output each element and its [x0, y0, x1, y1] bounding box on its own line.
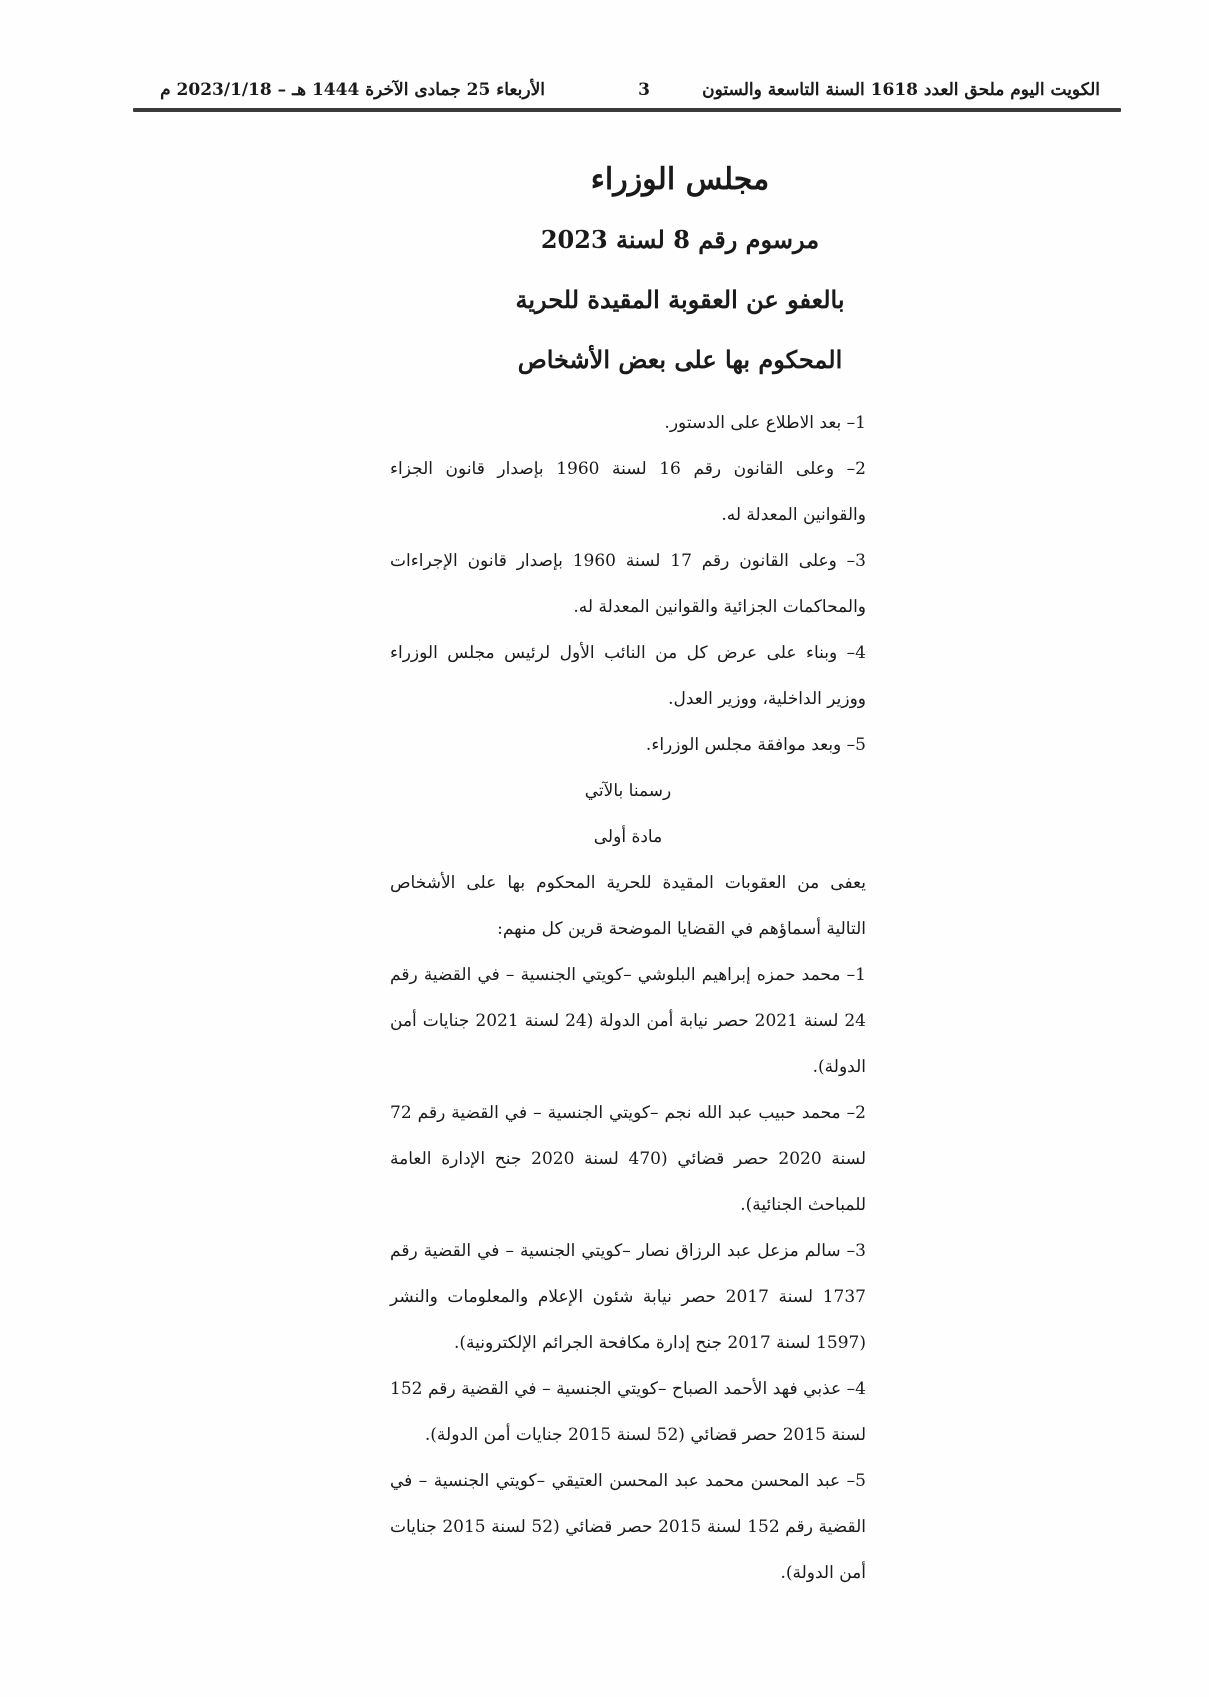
- preamble-item: 3– وعلى القانون رقم 17 لسنة 1960 بإصدار قانون الإجراءات والمحاكمات الجزائية والقوانين المعدلة له.: [390, 551, 866, 617]
- person-entry: 5– عبد المحسن محمد عبد المحسن العتيقي –كويتي الجنسية – في القضية رقم 152 لسنة 2015 حصر قضائي (52 لسنة 2015 جنايات أمن الدولة).: [390, 1471, 866, 1583]
- person-entry: 4– عذبي فهد الأحمد الصباح –كويتي الجنسية – في القضية رقم 152 لسنة 2015 حصر قضائي (52 لسنة 2015 جنايات أمن الدولة).: [390, 1379, 866, 1445]
- article-intro: يعفى من العقوبات المقيدة للحرية المحكوم بها على الأشخاص التالية أسماؤهم في القضايا الموضحة قرين كل منهم:: [390, 873, 866, 939]
- preamble-item: 4– وبناء على عرض كل من النائب الأول لرئيس مجلس الوزراء ووزير الداخلية، ووزير العدل.: [390, 643, 866, 709]
- issue-date: الأربعاء 25 جمادى الآخرة 1444 هـ – 2023/1/18 م: [160, 80, 545, 100]
- decree-body: [390, 400, 866, 1596]
- decree-subject-line-2: المحكوم بها على بعض الأشخاص: [517, 345, 843, 374]
- person-entry: 3– سالم مزعل عبد الرزاق نصار –كويتي الجنسية – في القضية رقم 1737 لسنة 2017 حصر نيابة شئون الإعلام والمعلومات والنشر (1597 لسنة 2017 جنح إدارة مكافحة الجرائم الإلكترونية).: [390, 1241, 866, 1353]
- decree-subject-line-1: بالعفو عن العقوبة المقيدة للحرية: [515, 285, 845, 314]
- person-entry: 1– محمد حمزه إبراهيم البلوشي –كويتي الجنسية – في القضية رقم 24 لسنة 2021 حصر نيابة أمن الدولة (24 لسنة 2021 جنايات أمن الدولة).: [390, 965, 866, 1077]
- preamble-item: 5– وبعد موافقة مجلس الوزراء.: [645, 735, 866, 755]
- decreed-statement: رسمنا بالآتي: [584, 781, 672, 801]
- person-entry: 2– محمد حبيب عبد الله نجم –كويتي الجنسية – في القضية رقم 72 لسنة 2020 حصر قضائي (470 لسنة 2020 جنح الإدارة العامة للمباحث الجنائية).: [390, 1103, 867, 1215]
- decree-titles: [400, 150, 960, 390]
- gazette-issue: الكويت اليوم ملحق العدد 1618 السنة التاسعة والستون: [702, 80, 1100, 100]
- council-title: مجلس الوزراء: [590, 162, 770, 197]
- page-number: 3: [638, 80, 650, 100]
- preamble-item: 1– بعد الاطلاع على الدستور.: [664, 413, 866, 433]
- article-title: مادة أولى: [593, 827, 663, 847]
- header-divider: [133, 108, 1121, 112]
- decree-number: مرسوم رقم 8 لسنة 2023: [540, 225, 820, 254]
- preamble-item: 2– وعلى القانون رقم 16 لسنة 1960 بإصدار قانون الجزاء والقوانين المعدلة له.: [390, 459, 866, 525]
